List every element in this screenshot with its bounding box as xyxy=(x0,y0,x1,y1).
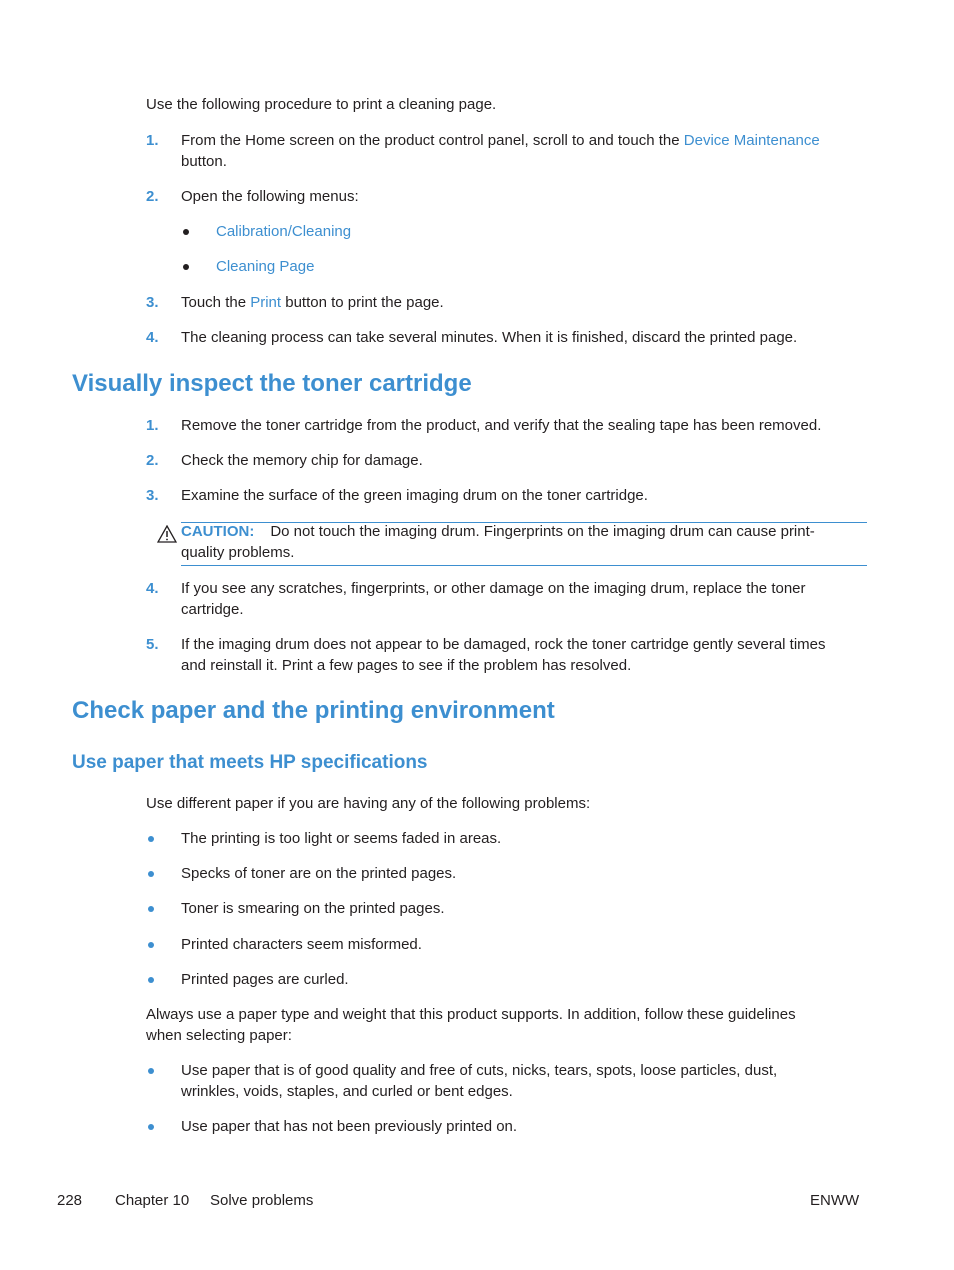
list-item: The printing is too light or seems faded in areas. xyxy=(181,830,502,847)
intro-text: Use the following procedure to print a cleaning page. xyxy=(146,96,497,113)
list-item: Toner is smearing on the printed pages. xyxy=(181,900,445,917)
menu-cleaning-page[interactable]: Cleaning Page xyxy=(216,258,315,275)
step-number: 2. xyxy=(146,452,159,469)
bullet-icon xyxy=(148,1068,154,1074)
list-item: Use paper that is of good quality and free of cuts, nicks, tears, spots, loose particles, dust, xyxy=(181,1062,778,1079)
bullet-icon xyxy=(148,977,154,983)
step-text xyxy=(181,292,444,313)
list-item: Specks of toner are on the printed pages. xyxy=(181,865,457,882)
caution-bottom-rule xyxy=(181,565,867,566)
subsection-heading: Use paper that meets HP specifications xyxy=(72,752,428,773)
step-text-part: button to print the page. xyxy=(281,294,444,311)
chapter-label: Chapter 10 xyxy=(115,1192,190,1209)
step-text-part: From the Home screen on the product control panel, scroll to and touch the xyxy=(181,132,684,149)
step-text-cont: cartridge. xyxy=(181,601,244,618)
chapter-title: Solve problems xyxy=(210,1192,314,1209)
paragraph: Use different paper if you are having any of the following problems: xyxy=(146,795,591,812)
step-text: The cleaning process can take several minutes. When it is finished, discard the printed page. xyxy=(181,329,798,346)
bullet-icon xyxy=(148,871,154,877)
bullet-icon xyxy=(148,906,154,912)
section-heading-paper: Check paper and the printing environment xyxy=(72,697,555,724)
step-number: 2. xyxy=(146,188,159,205)
step-text xyxy=(181,130,820,151)
step-number: 3. xyxy=(146,487,159,504)
bullet-icon xyxy=(183,229,189,235)
caution-text xyxy=(181,521,815,542)
list-item: Printed pages are curled. xyxy=(181,971,349,988)
bullet-icon xyxy=(148,942,154,948)
section-heading-toner: Visually inspect the toner cartridge xyxy=(72,370,472,397)
step-text: Check the memory chip for damage. xyxy=(181,452,423,469)
paragraph: Always use a paper type and weight that this product supports. In addition, follow these guidelines xyxy=(146,1006,796,1023)
step-text-cont: and reinstall it. Print a few pages to see if the problem has resolved. xyxy=(181,657,632,674)
caution-line2: quality problems. xyxy=(181,544,295,561)
bullet-icon xyxy=(183,264,189,270)
step-number: 4. xyxy=(146,580,159,597)
list-item-cont: wrinkles, voids, staples, and curled or bent edges. xyxy=(181,1083,513,1100)
step-number: 4. xyxy=(146,329,159,346)
print-link[interactable]: Print xyxy=(250,294,282,311)
step-text: Open the following menus: xyxy=(181,188,359,205)
step-text: Examine the surface of the green imaging drum on the toner cartridge. xyxy=(181,487,648,504)
step-number: 5. xyxy=(146,636,159,653)
caution-label: CAUTION: xyxy=(181,523,255,540)
step-text: If you see any scratches, fingerprints, or other damage on the imaging drum, replace the toner xyxy=(181,580,806,597)
bullet-icon xyxy=(148,836,154,842)
footer-right: ENWW xyxy=(810,1192,860,1209)
bullet-icon xyxy=(148,1124,154,1130)
step-text-cont: button. xyxy=(181,153,227,170)
step-number: 1. xyxy=(146,132,159,149)
step-text: Remove the toner cartridge from the product, and verify that the sealing tape has been removed. xyxy=(181,417,822,434)
warning-triangle-icon xyxy=(157,525,177,543)
step-number: 1. xyxy=(146,417,159,434)
menu-calibration-cleaning[interactable]: Calibration/Cleaning xyxy=(216,223,352,240)
step-text: If the imaging drum does not appear to be damaged, rock the toner cartridge gently several times xyxy=(181,636,826,653)
paragraph-cont: when selecting paper: xyxy=(146,1027,292,1044)
page-number: 228 xyxy=(57,1192,83,1209)
list-item: Printed characters seem misformed. xyxy=(181,936,422,953)
step-text-part: Touch the xyxy=(181,294,251,311)
device-maintenance-link[interactable]: Device Maintenance xyxy=(683,132,820,149)
list-item: Use paper that has not been previously printed on. xyxy=(181,1118,518,1135)
step-number: 3. xyxy=(146,294,159,311)
caution-line1: Do not touch the imaging drum. Fingerprints on the imaging drum can cause print- xyxy=(270,523,815,540)
